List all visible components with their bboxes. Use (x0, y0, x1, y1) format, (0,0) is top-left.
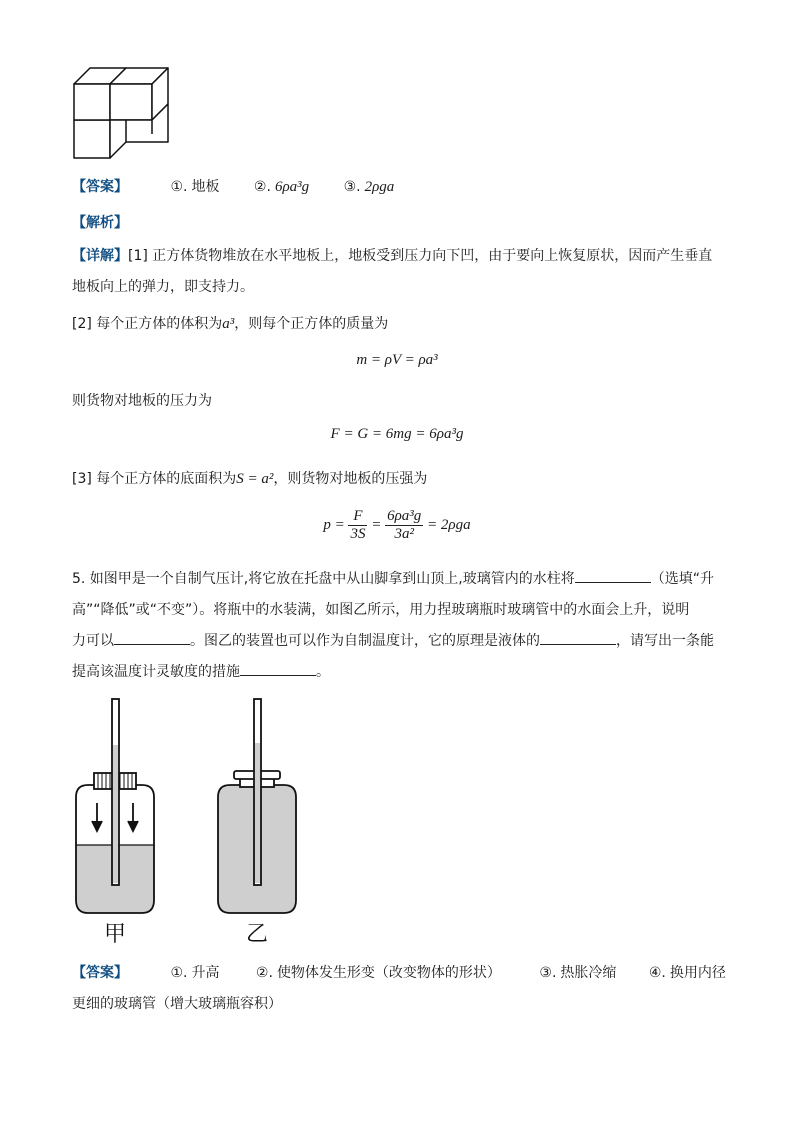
answer2-item-3: ③. 热胀冷缩 (539, 965, 617, 981)
answer-label: 【答案】 (72, 965, 128, 981)
figure-label-jia: 甲 (104, 922, 127, 947)
answer-line-2 (72, 962, 726, 982)
answer-line-1 (72, 176, 394, 196)
answer-label: 【答案】 (72, 179, 128, 195)
analysis-label: 【解析】 (72, 215, 128, 231)
answer-blank-2[interactable] (114, 632, 190, 645)
answer-item-2: ②. 6ρa³g (253, 179, 310, 195)
question5-line-3: 力可以 。图乙的装置也可以作为自制温度计，它的原理是液体的 ，请写出一条能 (72, 633, 714, 649)
question5-line-4: 提高该温度计灵敏度的措施 。 (72, 664, 330, 680)
detail-line-2: 地板向上的弹力，即支持力。 (72, 279, 254, 295)
detail-line-3: [2] 每个正方体的体积为a³，则每个正方体的质量为 (72, 316, 389, 332)
question5-line-1: 5. 如图甲是一个自制气压计,将它放在托盘中从山脚拿到山顶上,玻璃管内的水柱将 （选填“升 (72, 571, 714, 587)
detail-label: 【详解】 (72, 248, 128, 264)
equation-mass: m = ρV = ρa³ (356, 352, 438, 368)
answer-item-1: ①. 地板 (170, 179, 220, 195)
fraction-6rho: $\frac{\text{6ρa³g}}{\text{3a²}}$ (387, 508, 422, 542)
answer2-item-4: ④. 换用内径 (648, 965, 726, 981)
answer-blank-4[interactable] (240, 663, 316, 676)
cube-stack-figure (70, 62, 174, 162)
answer-item-3: ③. 2ρga (343, 179, 395, 195)
bottle-yi (218, 699, 296, 913)
bottle-jia (76, 699, 154, 913)
detail-line-5: [3] 每个正方体的底面积为S = a²，则货物对地板的压强为 (72, 471, 428, 487)
detail-line-4: 则货物对地板的压力为 (72, 393, 212, 409)
fraction-f-over-3s: $\frac{F}{3S}$ (350, 508, 366, 542)
answer-blank-1[interactable] (575, 570, 651, 583)
bottle-figures (70, 695, 310, 950)
question5-line-2: 高”“降低”或“不变”）。将瓶中的水装满，如图乙所示，用力捏玻璃瓶时玻璃管中的水面会上升，说明 (72, 602, 690, 618)
answer-line-2-cont: 更细的玻璃管（增大玻璃瓶容积） (72, 996, 282, 1012)
detail-line-1: 【详解】[1] 正方体货物堆放在水平地板上，地板受到压力向下凹，由于要向上恢复原状，因而产生垂直 (72, 248, 713, 264)
equation-force: F = G = 6mg = 6ρa³g (330, 426, 464, 442)
answer-blank-3[interactable] (540, 632, 616, 645)
answer2-item-2: ②. 使物体发生形变（改变物体的形状） (255, 965, 501, 981)
equation-pressure: p = $\frac{F}{3S}$ = $\frac{\text{6ρa³g}}{\text{3a²}}$ = 2ρga (323, 508, 471, 542)
figure-label-yi: 乙 (246, 922, 269, 947)
answer2-item-1: ①. 升高 (170, 965, 220, 981)
